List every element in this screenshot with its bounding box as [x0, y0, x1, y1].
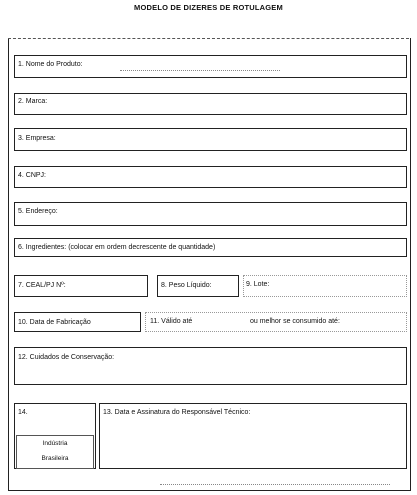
ceal-label: 7. CEAL/PJ Nº:: [18, 282, 66, 289]
batch-label: 9. Lote:: [246, 281, 270, 288]
best-before-label: ou melhor se consumido até:: [250, 318, 340, 325]
product-name-label: 1. Nome do Produto:: [18, 61, 83, 68]
ceal-field[interactable]: [14, 275, 148, 297]
signature-label: 13. Data e Assinatura do Responsável Técnico:: [103, 409, 251, 416]
cnpj-field[interactable]: [14, 166, 407, 188]
net-weight-label: 8. Peso Líquido:: [161, 282, 212, 289]
brand-label: 2. Marca:: [18, 98, 48, 105]
origin-number-label: 14.: [18, 409, 28, 416]
net-weight-field[interactable]: [157, 275, 239, 297]
origin-line-2: Brasileira: [41, 455, 69, 462]
company-label: 3. Empresa:: [18, 135, 56, 142]
origin-line-1: Indústria: [42, 440, 68, 447]
storage-care-label: 12. Cuidados de Conservação:: [18, 354, 115, 361]
valid-until-field[interactable]: [145, 312, 407, 332]
company-field[interactable]: [14, 128, 407, 151]
bottom-dotted-line: [160, 484, 390, 485]
ingredients-field[interactable]: [14, 238, 407, 257]
document-title: MODELO DE DIZERES DE ROTULAGEM: [134, 3, 283, 12]
cnpj-label: 4. CNPJ:: [18, 172, 47, 179]
product-name-dotted-line: [120, 70, 280, 71]
signature-field[interactable]: [99, 403, 407, 469]
storage-care-field[interactable]: [14, 347, 407, 385]
manufacture-date-label: 10. Data de Fabricação: [18, 319, 91, 326]
product-name-field[interactable]: [14, 55, 407, 78]
valid-until-label: 11. Válido até: [150, 318, 193, 325]
batch-field[interactable]: [243, 275, 407, 297]
manufacture-date-field[interactable]: [14, 312, 141, 332]
form-frame-top-border: [8, 38, 409, 39]
address-label: 5. Endereço:: [18, 208, 58, 215]
address-field[interactable]: [14, 202, 407, 226]
ingredients-label: 6. Ingredientes: (colocar em ordem decrescente de quantidade): [18, 244, 216, 251]
brand-field[interactable]: [14, 93, 407, 115]
